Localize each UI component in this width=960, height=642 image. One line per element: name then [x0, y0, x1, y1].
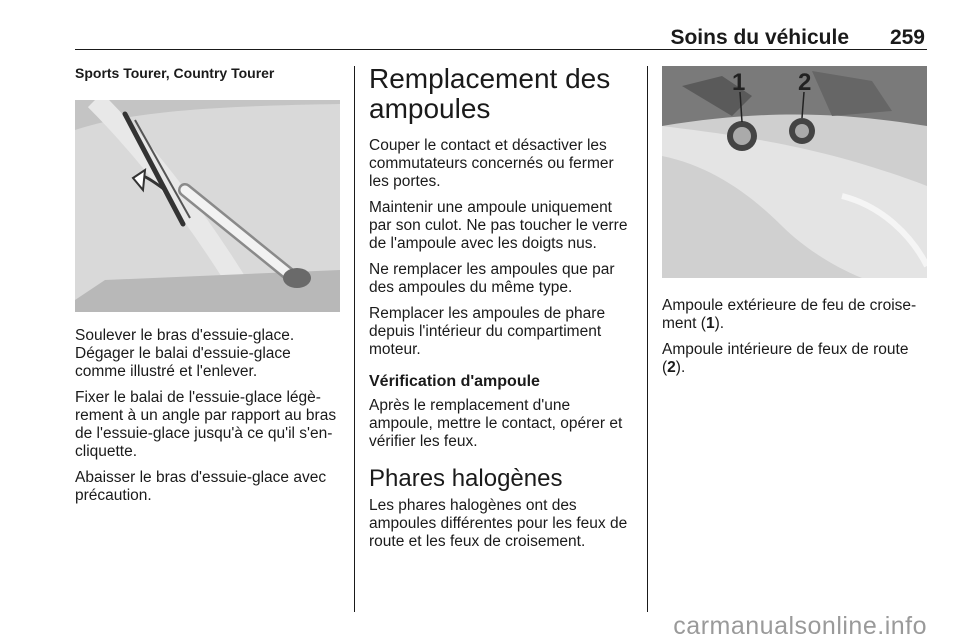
paragraph: Ne remplacer les ampoules que par des ampoules du même type.	[369, 261, 615, 296]
rear-wiper-illustration-icon	[75, 100, 340, 312]
section-title: Soins du véhicule	[670, 26, 849, 49]
column-divider	[647, 66, 648, 612]
headlamp-figure	[662, 66, 927, 278]
figure-caption-item-1: Ampoule extérieure de feu de croise-ment (1).	[662, 297, 917, 332]
column-3	[662, 64, 927, 385]
figure-label: 1	[732, 69, 746, 96]
section-heading: Phares halogènes	[369, 465, 563, 492]
header-rule	[75, 49, 927, 50]
column-1	[75, 64, 340, 513]
figure-label: 2	[798, 69, 812, 96]
paragraph: Soulever le bras d'essuie-glace. Dégager le balai d'essuie-glace comme illustré et l'enlever.	[75, 327, 295, 380]
section-heading: Remplacement des ampoules	[369, 63, 611, 124]
paragraph: Maintenir une ampoule uniquement par son culot. Ne pas toucher le verre de l'ampoule avec les doigts nus.	[369, 199, 628, 252]
column-2	[369, 64, 634, 559]
watermark: carmanualsonline.info	[673, 612, 927, 640]
page-number: 259	[889, 26, 925, 49]
paragraph: Fixer le balai de l'essuie-glace légè-rement à un angle par rapport au bras de l'essuie-glace jusqu'à ce qu'il s'en-cliquette.	[75, 389, 337, 460]
paragraph: Remplacer les ampoules de phare depuis l'intérieur du compartiment moteur.	[369, 305, 606, 358]
subsection-heading: Vérification d'ampoule	[369, 373, 540, 390]
paragraph: Couper le contact et désactiver les commutateurs concernés ou fermer les portes.	[369, 137, 614, 190]
rear-wiper-figure	[75, 100, 340, 312]
paragraph: Les phares halogènes ont des ampoules différentes pour les feux de route et les feux de croisement.	[369, 497, 628, 550]
page-header	[75, 26, 927, 48]
column-divider	[354, 66, 355, 612]
paragraph: Abaisser le bras d'essuie-glace avec précaution.	[75, 469, 327, 504]
headlamp-engine-bay-illustration-icon	[662, 66, 927, 278]
paragraph: Après le remplacement d'une ampoule, mettre le contact, opérer et vérifier les feux.	[369, 397, 623, 450]
subheading: Sports Tourer, Country Tourer	[75, 65, 275, 81]
figure-caption-item-2: Ampoule intérieure de feux de route (2).	[662, 341, 909, 376]
